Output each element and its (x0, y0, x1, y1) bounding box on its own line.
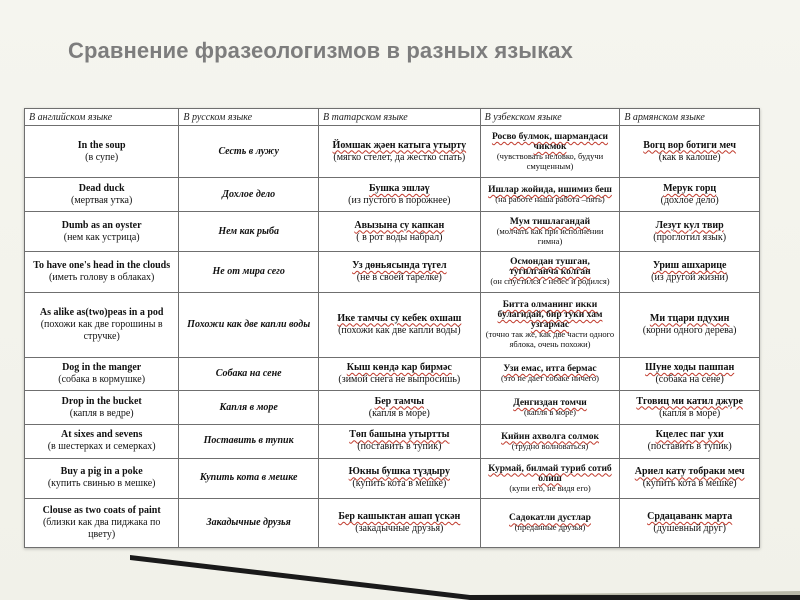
translation: (купить свинью в мешке) (47, 478, 156, 490)
phrase: Buy a pig in a poke (60, 466, 143, 478)
phrase: Бер тамчы (374, 395, 425, 407)
translation: (мертвая утка) (71, 194, 133, 206)
phrase: Төп башына утыртты (349, 429, 450, 441)
table-row (25, 391, 760, 425)
cell-ru (179, 126, 319, 178)
phrase: Ике тамчы су кебек охшаш (337, 312, 462, 324)
phrase: Бушка эшләү (368, 182, 430, 194)
translation: (из пустого в порожнее) (348, 194, 451, 206)
table-row (25, 252, 760, 293)
translation: (на работе наша работа –пять) (495, 194, 605, 205)
phrase: Бер кашыктан ашап үскән (338, 511, 461, 523)
phrase: Закадычные друзья (206, 517, 291, 529)
cell-uz (480, 357, 620, 391)
phrase: Дохлое дело (222, 188, 276, 200)
phrase: As alike as(two)peas in a pod (39, 306, 164, 318)
translation: (в шестерках и семерках) (47, 441, 156, 453)
phrase: Лезут кул твир (655, 219, 724, 231)
stripe-black (130, 555, 470, 600)
cell-ru (179, 391, 319, 425)
cell-uz (480, 252, 620, 293)
phrase: Мум тишлагандай (509, 217, 591, 228)
translation: (не в своей тарелке) (356, 271, 442, 283)
translation: (из другой жизни) (651, 271, 729, 283)
cell-hy (620, 126, 760, 178)
cell-uz (480, 212, 620, 252)
phraseology-table (24, 108, 760, 548)
phrase: Шуне ходы пашпан (645, 361, 735, 373)
phrase: Ариел кату тобраки меч (634, 466, 745, 478)
cell-tt (318, 499, 480, 548)
cell-en (25, 391, 179, 425)
translation: (собака на сене) (655, 373, 724, 385)
phrase: Капля в море (219, 401, 278, 413)
header-tatar: В татарском языке (318, 109, 480, 126)
phrase: Не от мира сего (212, 265, 285, 277)
phrase: At sixes and sevens (60, 429, 143, 441)
cell-uz (480, 292, 620, 357)
translation: (купить кота в мешке) (352, 478, 447, 490)
header-english: В английском языке (25, 109, 179, 126)
translation: (капля в море) (524, 406, 576, 417)
decorative-stripe (0, 555, 800, 600)
cell-en (25, 424, 179, 458)
cell-uz (480, 126, 620, 178)
translation: (он спустился с небес и родился) (490, 276, 610, 287)
translation: (закадычные друзья) (355, 523, 444, 535)
translation: (точно так же, как две части одного яблока, очень похожи) (485, 329, 615, 349)
cell-ru (179, 424, 319, 458)
cell-en (25, 458, 179, 499)
table-row (25, 126, 760, 178)
translation: ( в рот воды набрал) (356, 231, 443, 243)
cell-tt (318, 357, 480, 391)
cell-uz (480, 391, 620, 425)
cell-en (25, 499, 179, 548)
header-russian: В русском языке (179, 109, 319, 126)
phrase: Drop in the bucket (61, 395, 142, 407)
cell-en (25, 252, 179, 293)
table-header-row (25, 109, 760, 126)
cell-hy (620, 178, 760, 212)
cell-tt (318, 212, 480, 252)
header-armenian: В армянском языке (620, 109, 760, 126)
phrase: Мерук горц (663, 182, 717, 194)
phrase: Срдацаванк марта (647, 511, 733, 523)
cell-ru (179, 252, 319, 293)
phrase: Кыш көндә кар бирмәс (346, 361, 452, 373)
translation: (чувствовать неловко, будучи смущенным) (496, 151, 604, 171)
translation: (трудно волноваться) (511, 440, 589, 451)
cell-en (25, 292, 179, 357)
phrase: Собака на сене (215, 367, 282, 379)
cell-hy (620, 499, 760, 548)
translation: (иметь голову в облаках) (48, 271, 155, 283)
table-row (25, 458, 760, 499)
translation: (близки как два пиджака по цвету) (42, 517, 161, 541)
phrase: Росво булмок, шармандаси чикмок (491, 132, 609, 153)
table-body (25, 126, 760, 548)
phrase: Йомшак җәен катыга утырту (332, 139, 467, 151)
translation: (похожи как две капли воды) (338, 324, 461, 336)
phrase: Узи емас, итга бермас (503, 364, 597, 375)
translation: (нем как устрица) (63, 231, 140, 243)
cell-tt (318, 391, 480, 425)
cell-tt (318, 252, 480, 293)
phrase: Битта олманинг икки булагидай, бир туки хам узгармас (497, 300, 603, 331)
phrase: Нем как рыба (218, 225, 279, 237)
cell-ru (179, 292, 319, 357)
table-row (25, 357, 760, 391)
translation: (как в калоше) (658, 151, 721, 163)
cell-tt (318, 292, 480, 357)
cell-en (25, 126, 179, 178)
phrase: To have one's head in the clouds (33, 259, 171, 271)
phrase: Сесть в лужу (218, 145, 279, 157)
translation: (преданные друзья) (514, 522, 586, 533)
translation: (проглотил язык) (653, 231, 727, 243)
cell-tt (318, 178, 480, 212)
phrase: Тговиц ми катил джуре (636, 395, 743, 407)
cell-uz (480, 499, 620, 548)
phrase: Ишлар жойида, ишимиз беш (488, 185, 612, 196)
cell-ru (179, 357, 319, 391)
cell-hy (620, 252, 760, 293)
translation: (похожи как две горошины в стручке) (40, 318, 163, 342)
translation: (дохлое дело) (660, 194, 719, 206)
phrase: Кийин ахволга солмок (501, 431, 599, 442)
cell-uz (480, 424, 620, 458)
translation: (мягко стелет, да жестко спать) (333, 151, 466, 163)
cell-tt (318, 458, 480, 499)
phrase: Юкны бушка түздыру (348, 466, 450, 478)
translation: (зимой снега не выпросишь) (338, 373, 461, 385)
phrase: Вогц вор ботиги меч (643, 139, 737, 151)
header-uzbek: В узбекском языке (480, 109, 620, 126)
table-row (25, 212, 760, 252)
table-row (25, 178, 760, 212)
translation: (капля в море) (368, 407, 430, 419)
translation: (поставить в тупик) (647, 441, 732, 453)
translation: (собака в кормушке) (58, 373, 146, 385)
cell-hy (620, 391, 760, 425)
cell-hy (620, 424, 760, 458)
cell-hy (620, 292, 760, 357)
translation: (корни одного дерева) (642, 324, 737, 336)
cell-uz (480, 178, 620, 212)
stripe-grey (470, 591, 800, 595)
page-title: Сравнение фразеологизмов в разных языках (68, 38, 573, 63)
phrase: Денгиздан томчи (513, 397, 587, 408)
translation: (купи его, не видя его) (509, 482, 591, 493)
phrase: Осмондан тушган, тугилганча колган (509, 257, 591, 278)
phrase: Dog in the manger (62, 361, 142, 373)
table-row (25, 424, 760, 458)
cell-hy (620, 357, 760, 391)
cell-en (25, 357, 179, 391)
translation: (поставить в тупик) (357, 441, 442, 453)
phrase: Курмай, билмай туриб сотиб олиш (488, 463, 612, 484)
translation: (капля в ведре) (69, 407, 134, 419)
cell-tt (318, 126, 480, 178)
phrase: Clouse as two coats of paint (42, 505, 161, 517)
translation: (это не дает собаке ничего) (500, 373, 600, 384)
phrase: Уриш ашхарице (652, 259, 727, 271)
translation: (душевный друг) (653, 523, 726, 535)
phrase: Ми тцари пдухин (649, 312, 730, 324)
cell-tt (318, 424, 480, 458)
translation: (молчать как при исполнении гимна) (496, 226, 604, 246)
cell-hy (620, 212, 760, 252)
phrase: Садокатли дустлар (509, 513, 591, 524)
phrase: Dead duck (78, 182, 125, 194)
phrase: Кцелес паг ухи (655, 429, 724, 441)
table-row (25, 292, 760, 357)
cell-ru (179, 499, 319, 548)
phrase: Авызына су капкан (354, 219, 445, 231)
translation: (капля в море) (659, 407, 721, 419)
cell-ru (179, 178, 319, 212)
stripe-black-base (470, 595, 800, 600)
phrase: Dumb as an oyster (61, 219, 142, 231)
phrase: Уз дөньясында түгел (352, 259, 447, 271)
cell-ru (179, 458, 319, 499)
cell-uz (480, 458, 620, 499)
translation: (купить кота в мешке) (642, 478, 737, 490)
phrase: Похожи как две капли воды (187, 318, 311, 330)
cell-en (25, 212, 179, 252)
phrase: Купить кота в мешке (199, 472, 298, 484)
cell-hy (620, 458, 760, 499)
phrase: In the soup (77, 139, 126, 151)
cell-en (25, 178, 179, 212)
table-row (25, 499, 760, 548)
cell-ru (179, 212, 319, 252)
phrase: Поставить в тупик (203, 435, 294, 447)
translation: (в супе) (85, 151, 119, 163)
